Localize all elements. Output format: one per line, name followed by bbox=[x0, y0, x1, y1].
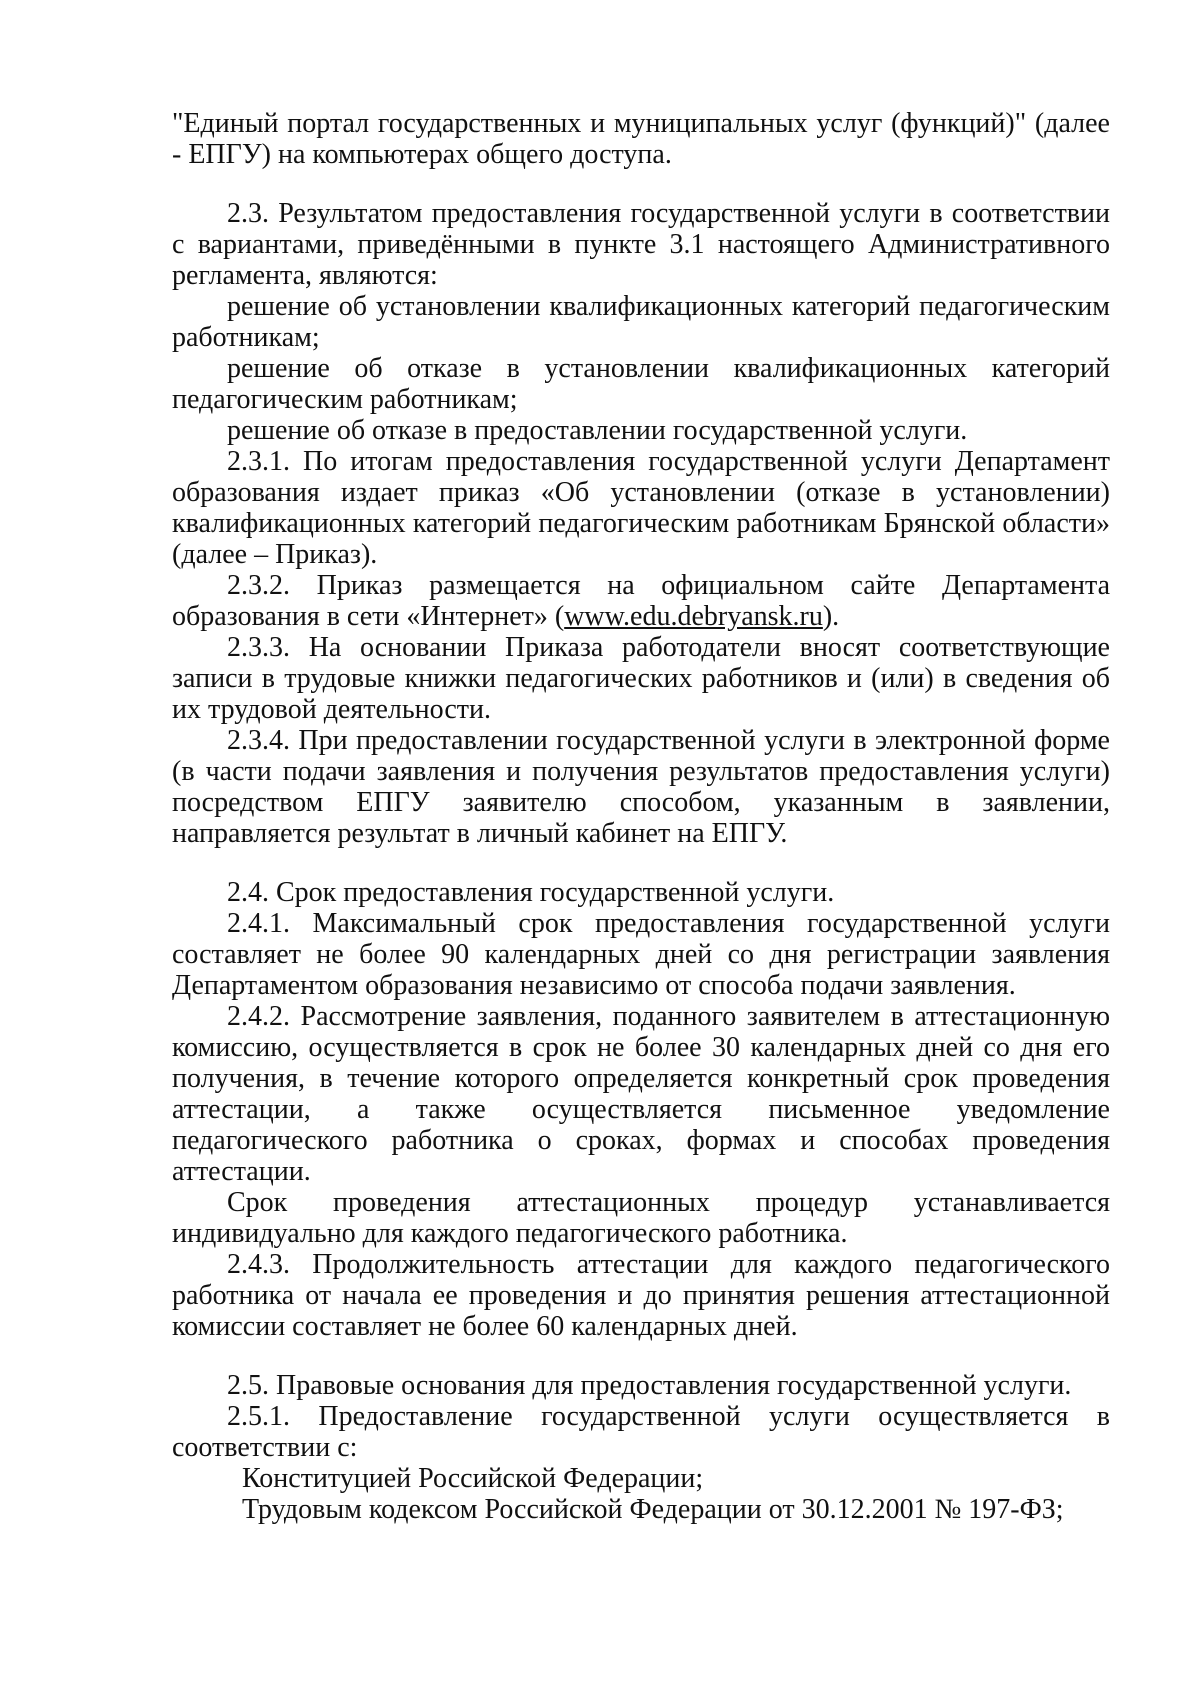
result-item-1: решение об установлении квалификационных категорий педагогическим работникам; bbox=[172, 291, 1110, 353]
paragraph-2-4-3: 2.4.3. Продолжительность аттестации для каждого педагогического работника от начала ее проведения и до принятия решения аттестационной комиссии составляет не более 60 календарных дней. bbox=[172, 1249, 1110, 1342]
legal-basis-item-2: Трудовым кодексом Российской Федерации от 30.12.2001 № 197-ФЗ; bbox=[242, 1494, 1064, 1525]
intro-paragraph: "Единый портал государственных и муниципальных услуг (функций)" (далее - ЕПГУ) на компьютерах общего доступа. bbox=[172, 108, 1110, 170]
paragraph-2-5: 2.5. Правовые основания для предоставления государственной услуги. bbox=[227, 1370, 1072, 1401]
website-link[interactable]: www.edu.debryansk.ru bbox=[564, 601, 823, 632]
paragraph-2-4-2: 2.4.2. Рассмотрение заявления, поданного заявителем в аттестационную комиссию, осуществляется в срок не более 30 календарных дней со дня его получения, в течение которого определяется конкретный срок проведения аттестации, а также осуществляется письменное уведомление педагогического работника о сроках, формах и способах проведения аттестации. bbox=[172, 1001, 1110, 1187]
paragraph-2-3-2-text: 2.3.2. Приказ размещается на официальном сайте Департамента образования в сети «Интернет» ( bbox=[172, 570, 1110, 632]
paragraph-2-3-1: 2.3.1. По итогам предоставления государственной услуги Департамент образования издает приказ «Об установлении (отказе в установлении) квалификационных категорий педагогическим работникам Брянской области» (далее – Приказ). bbox=[172, 446, 1110, 570]
paragraph-2-3: 2.3. Результатом предоставления государственной услуги в соответствии с вариантами, приведёнными в пункте 3.1 настоящего Административного регламента, являются: bbox=[172, 198, 1110, 291]
document-body bbox=[172, 108, 1110, 1525]
paragraph-2-4-2-term: Срок проведения аттестационных процедур устанавливается индивидуально для каждого педагогического работника. bbox=[172, 1187, 1110, 1249]
paragraph-2-3-4: 2.3.4. При предоставлении государственной услуги в электронной форме (в части подачи заявления и получения результатов предоставления услуги) посредством ЕПГУ заявителю способом, указанным в заявлении, направляется результат в личный кабинет на ЕПГУ. bbox=[172, 725, 1110, 849]
result-item-3: решение об отказе в предоставлении государственной услуги. bbox=[227, 415, 968, 446]
paragraph-2-3-3: 2.3.3. На основании Приказа работодатели вносят соответствующие записи в трудовые книжки педагогических работников и (или) в сведения об их трудовой деятельности. bbox=[172, 632, 1110, 725]
legal-basis-item-1: Конституцией Российской Федерации; bbox=[242, 1463, 704, 1494]
paragraph-2-5-1: 2.5.1. Предоставление государственной услуги осуществляется в соответствии с: bbox=[172, 1401, 1110, 1463]
paragraph-2-3-2 bbox=[172, 570, 1110, 632]
paragraph-2-4-1: 2.4.1. Максимальный срок предоставления государственной услуги составляет не более 90 календарных дней со дня регистрации заявления Департаментом образования независимо от способа подачи заявления. bbox=[172, 908, 1110, 1001]
result-item-2: решение об отказе в установлении квалификационных категорий педагогическим работникам; bbox=[172, 353, 1110, 415]
paragraph-2-3-2-tail: ). bbox=[822, 601, 840, 632]
paragraph-2-4: 2.4. Срок предоставления государственной услуги. bbox=[227, 877, 835, 908]
